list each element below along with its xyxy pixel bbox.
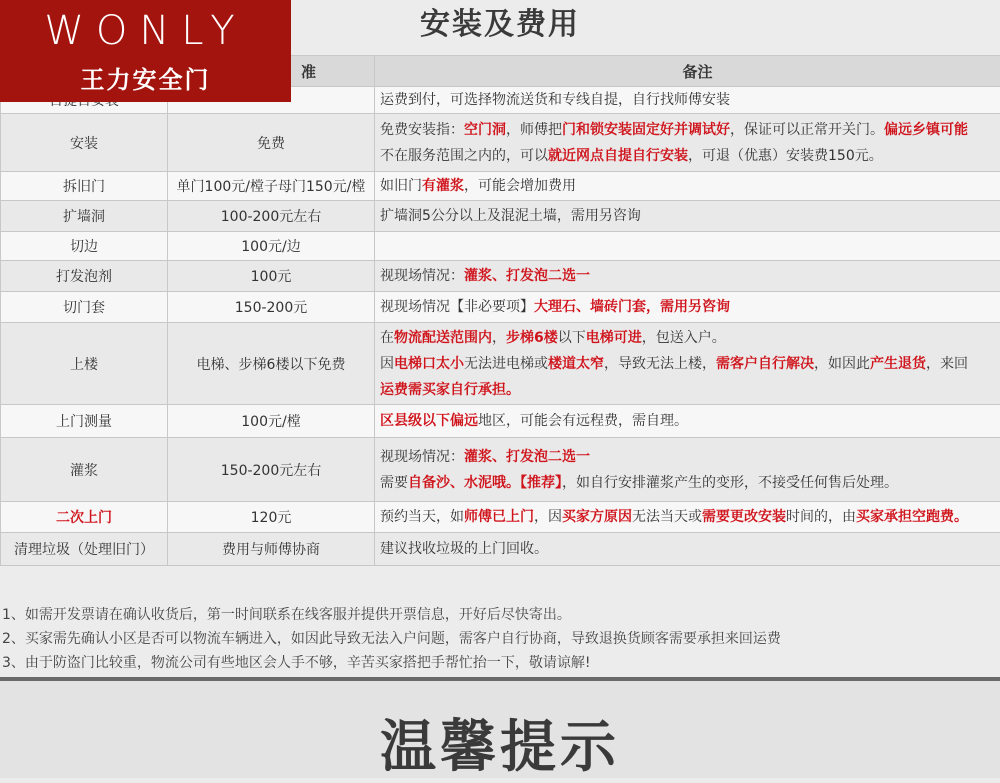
remark-text: 不在服务范围之内的，可以 — [380, 148, 548, 164]
remark-highlight: 买家承担空跑费。 — [856, 509, 968, 525]
row-item: 上楼 — [1, 323, 168, 405]
remark-text: 建议找收垃圾的上门回收。 — [380, 541, 548, 557]
row-remark — [375, 292, 1000, 323]
remark-highlight: 楼道太窄 — [548, 356, 604, 372]
row-cost: 电梯、步梯6楼以下免费 — [168, 323, 375, 405]
remark-line — [380, 504, 1000, 530]
remark-text: ，因 — [534, 509, 562, 525]
remark-highlight: 【推荐】 — [520, 475, 562, 491]
remark-text: 地区，可能会有远程费，需自理。 — [478, 413, 688, 429]
brand-name: 王力安全门 — [0, 60, 291, 95]
row-cost: 150-200元 — [168, 292, 375, 323]
remark-text: ，导致无法上楼， — [604, 356, 716, 372]
row-item: 打发泡剂 — [1, 261, 168, 292]
remark-line — [380, 143, 1000, 169]
remark-highlight: 有灌浆 — [422, 178, 464, 194]
remark-line — [380, 470, 1000, 496]
remark-line — [380, 87, 1000, 113]
remark-highlight: 买家方原因 — [562, 509, 632, 525]
row-remark — [375, 533, 1000, 566]
remark-highlight: 产生退货 — [870, 356, 926, 372]
remark-text: 如旧门 — [380, 178, 422, 194]
page-title: 安装及费用 — [0, 0, 1000, 50]
remark-highlight: 区县级以下偏远 — [380, 413, 478, 429]
remark-highlight: 需要更改安装 — [702, 509, 786, 525]
row-remark — [375, 502, 1000, 533]
table-row — [1, 405, 1000, 438]
row-item: 灌浆 — [1, 438, 168, 502]
row-remark — [375, 201, 1000, 232]
header-remark: 备注 — [375, 56, 1000, 87]
table-row — [1, 438, 1000, 502]
row-item: 切边 — [1, 232, 168, 261]
row-remark — [375, 172, 1000, 201]
remark-line — [380, 294, 1000, 320]
row-cost: 100元 — [168, 261, 375, 292]
remark-line — [380, 351, 1000, 377]
remark-text: ，来回 — [926, 356, 968, 372]
remark-line — [380, 444, 1000, 470]
warm-tip-heading: 温馨提示 — [0, 703, 1000, 783]
remark-highlight: 灌浆、打发泡二选一 — [464, 268, 590, 284]
remark-text: 免费安装指： — [380, 122, 464, 138]
bottom-banner — [0, 681, 1000, 778]
table-row — [1, 172, 1000, 201]
fee-table — [0, 55, 1000, 566]
row-remark — [375, 261, 1000, 292]
table-row — [1, 232, 1000, 261]
row-item: 上门测量 — [1, 405, 168, 438]
row-cost: 100元/边 — [168, 232, 375, 261]
remark-highlight: 步梯6楼 — [506, 330, 558, 346]
remark-text: ，如因此 — [814, 356, 870, 372]
remark-highlight: 大理石、墙砖门套，需用另咨询 — [534, 299, 730, 315]
brand-wordmark: WONLY — [0, 8, 291, 54]
table-row — [1, 261, 1000, 292]
row-cost: 免费 — [168, 114, 375, 172]
remark-highlight: 空门洞 — [464, 122, 506, 138]
row-cost: 100-200元左右 — [168, 201, 375, 232]
remark-text: 时间的，由 — [786, 509, 856, 525]
row-remark — [375, 405, 1000, 438]
remark-text: 无法当天或 — [632, 509, 702, 525]
remark-highlight: 就近网点自提自行安装 — [548, 148, 688, 164]
remark-text: ，保证可以正常开关门。 — [730, 122, 884, 138]
row-remark — [375, 87, 1000, 114]
row-item: 安装 — [1, 114, 168, 172]
remark-text: ，可退（优惠）安装费150元。 — [688, 148, 883, 164]
row-remark — [375, 323, 1000, 405]
row-remark — [375, 438, 1000, 502]
row-cost: 100元/樘 — [168, 405, 375, 438]
remark-text: 运费到付，可选择物流送货和专线自提，自行找师傅安装 — [380, 92, 730, 108]
note-line-2: 2、买家需先确认小区是否可以物流车辆进入，如因此导致无法入户问题，需客户自行协商，导致退换货顾客需要承担来回运费 — [2, 628, 781, 648]
table-row — [1, 323, 1000, 405]
note-line-3: 3、由于防盗门比较重，物流公司有些地区会人手不够，辛苦买家搭把手帮忙抬一下，敬请谅解! — [2, 652, 591, 672]
header-standard: 准 — [168, 56, 375, 87]
remark-text: 视现场情况： — [380, 268, 464, 284]
remark-highlight: 电梯可进 — [586, 330, 642, 346]
remark-highlight: 灌浆、打发泡二选一 — [464, 449, 590, 465]
remark-text: ，可能会增加费用 — [464, 178, 576, 194]
remark-highlight: 运费需买家自行承担。 — [380, 382, 520, 398]
remark-line — [380, 173, 1000, 199]
row-cost: 费用与师傅协商 — [168, 533, 375, 566]
remark-text: 视现场情况： — [380, 449, 464, 465]
table-row — [1, 201, 1000, 232]
table-row — [1, 533, 1000, 566]
remark-line — [380, 117, 1000, 143]
remark-line — [380, 408, 1000, 434]
remark-text: ，师傅把 — [506, 122, 562, 138]
remark-line — [380, 536, 1000, 562]
remark-highlight: 师傅已上门 — [464, 509, 534, 525]
remark-text: ，如自行安排灌浆产生的变形，不接受任何售后处理。 — [562, 475, 898, 491]
remark-line — [380, 203, 1000, 229]
table-row — [1, 502, 1000, 533]
remark-highlight: 电梯口太小 — [394, 356, 464, 372]
table-row — [1, 114, 1000, 172]
remark-highlight: 自备沙、水泥哦。 — [408, 475, 520, 491]
table-row — [1, 292, 1000, 323]
remark-text: ，包送入户。 — [642, 330, 726, 346]
row-remark — [375, 114, 1000, 172]
remark-highlight: 需客户自行解决 — [716, 356, 814, 372]
remark-line — [380, 325, 1000, 351]
row-remark — [375, 232, 1000, 261]
remark-text: 预约当天，如 — [380, 509, 464, 525]
note-line-1: 1、如需开发票请在确认收货后，第一时间联系在线客服并提供开票信息，开好后尽快寄出。 — [2, 604, 571, 624]
row-cost: 单门100元/樘子母门150元/樘 — [168, 172, 375, 201]
brand-logo — [0, 0, 291, 102]
remark-highlight: 偏远乡镇可能 — [884, 122, 968, 138]
remark-text: 以下 — [558, 330, 586, 346]
remark-highlight: 门和锁安装固定好并调试好 — [562, 122, 730, 138]
remark-text: 扩墙洞5公分以上及混泥土墙，需用另咨询 — [380, 208, 641, 224]
remark-text: 需要 — [380, 475, 408, 491]
remark-line — [380, 377, 1000, 403]
row-cost: 120元 — [168, 502, 375, 533]
remark-text: 视现场情况【非必要项】 — [380, 299, 534, 315]
remark-line — [380, 263, 1000, 289]
remark-text: 无法进电梯或 — [464, 356, 548, 372]
row-item: 二次上门 — [1, 502, 168, 533]
remark-highlight: 物流配送范围内 — [394, 330, 492, 346]
row-item: 扩墙洞 — [1, 201, 168, 232]
remark-text: 在 — [380, 330, 394, 346]
row-cost: 150-200元左右 — [168, 438, 375, 502]
remark-text: 因 — [380, 356, 394, 372]
row-item: 清理垃圾（处理旧门） — [1, 533, 168, 566]
row-item: 切门套 — [1, 292, 168, 323]
remark-text: ， — [492, 330, 506, 346]
row-item: 拆旧门 — [1, 172, 168, 201]
